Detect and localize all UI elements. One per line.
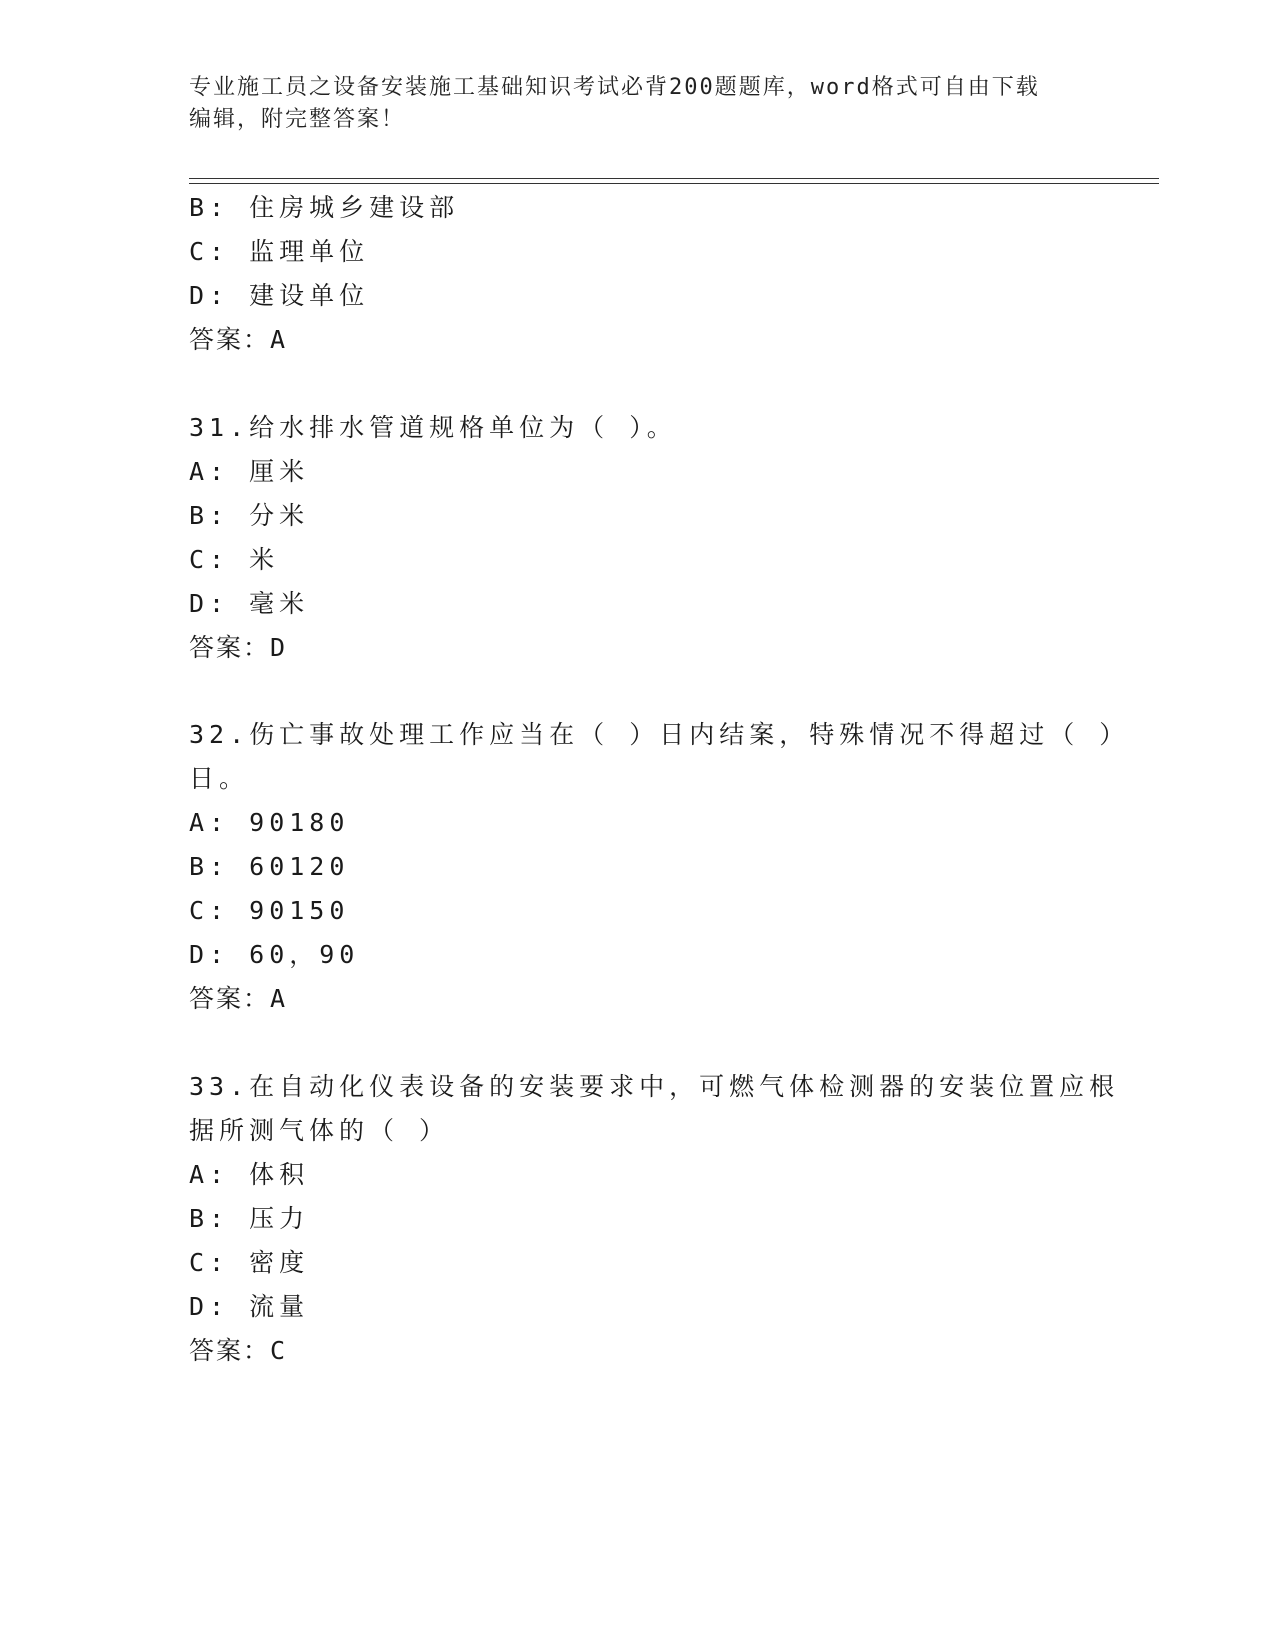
- header-divider-top: [189, 178, 1159, 179]
- option-d: D: 60，90: [189, 940, 360, 969]
- header-line-2: 编辑，附完整答案！: [189, 107, 406, 132]
- document-header: [189, 72, 1079, 136]
- answer: 答案：C: [189, 1336, 288, 1365]
- option-d: D: 流量: [189, 1292, 310, 1321]
- question-stem-line-2: 日。: [189, 764, 250, 793]
- option-b: B: 60120: [189, 852, 350, 881]
- option-d: D: 建设单位: [189, 281, 370, 310]
- option-a: A: 90180: [189, 808, 350, 837]
- question-stem-line-1: 33.在自动化仪表设备的安装要求中，可燃气体检测器的安装位置应根: [189, 1072, 1120, 1101]
- header-divider-bottom: [189, 183, 1159, 184]
- option-b: B: 住房城乡建设部: [189, 193, 460, 222]
- answer: 答案：A: [189, 984, 288, 1013]
- option-b: B: 分米: [189, 501, 310, 530]
- option-d: D: 毫米: [189, 589, 310, 618]
- option-b: B: 压力: [189, 1204, 310, 1233]
- question-stem-line-2: 据所测气体的（ ）: [189, 1116, 450, 1145]
- question-stem-line-1: 32.伤亡事故处理工作应当在（ ）日内结案，特殊情况不得超过（ ）: [189, 720, 1130, 749]
- question-stem: 31.给水排水管道规格单位为（ ）。: [189, 413, 677, 442]
- header-line-1: 专业施工员之设备安装施工基础知识考试必背200题题库，word格式可自由下载: [189, 75, 1040, 100]
- option-c: C: 米: [189, 545, 280, 574]
- option-a: A: 厘米: [189, 457, 310, 486]
- answer: 答案：A: [189, 325, 288, 354]
- option-c: C: 90150: [189, 896, 350, 925]
- option-a: A: 体积: [189, 1160, 310, 1189]
- option-c: C: 密度: [189, 1248, 310, 1277]
- answer: 答案：D: [189, 633, 288, 662]
- option-c: C: 监理单位: [189, 237, 370, 266]
